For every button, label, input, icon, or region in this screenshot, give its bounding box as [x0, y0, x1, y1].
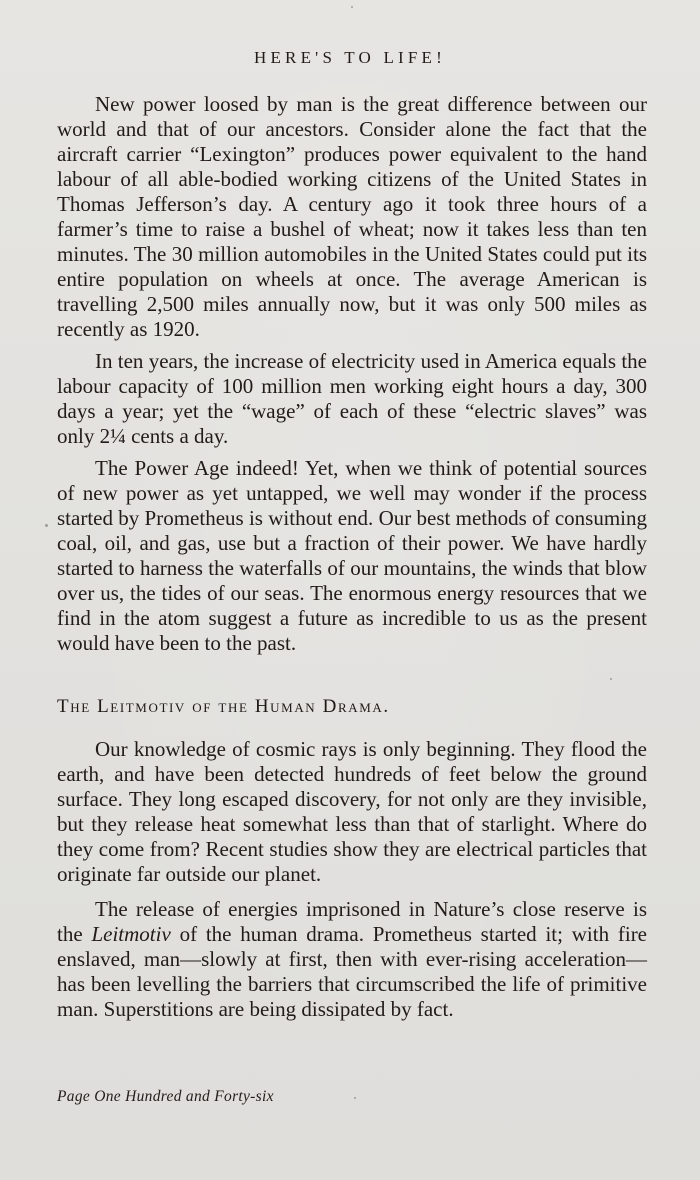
page-folio: Page One Hundred and Forty-six: [57, 1088, 274, 1105]
paragraph: New power loosed by man is the great difference between our world and that of our ancestors. Consider alone the fact that the aircraft carrier “Lexington” produces power equivalent to the hand labour of all able-bodied working citizens of the United States in Thomas Jefferson’s day. A century ago it took three hours of a farmer’s time to raise a bushel of wheat; now it takes less than ten minutes. The 30 million automobiles in the United States could put its entire population on wheels at once. The average American is travelling 2,500 miles annually now, but it was only 500 miles as recently as 1920.: [57, 92, 647, 341]
paper-speck: [610, 678, 612, 680]
paragraph: In ten years, the increase of electricity used in America equals the labour capacity of 100 million men working eight hours a day, 300 days a year; yet the “wage” of each of these “electric slaves” was only 2¼ cents a day.: [57, 349, 647, 448]
paragraph-gap: [57, 887, 647, 897]
running-head: HERE'S TO LIFE!: [254, 48, 446, 67]
paragraph-gap: [57, 449, 647, 456]
paragraph-text-after: of the human drama. Prometheus started it; with fire enslaved, man—slowly at first, then with ever-rising acceleration—has been levelling the barriers that circumscribed the life of primitive man. Superstitions are being dissipated by fact.: [57, 922, 648, 1021]
paper-speck: [354, 1097, 356, 1099]
paragraph-text-before: The release of energies imprisoned in Nature’s close reserve is the: [57, 897, 647, 946]
section-heading: The Leitmotiv of the Human Drama.: [57, 696, 390, 717]
body-text: [57, 92, 647, 1022]
paragraph: Our knowledge of cosmic rays is only beginning. They flood the earth, and have been detected hundreds of feet below the ground surface. They long escaped discovery, for not only are they invisible, but they release heat somewhat less than that of starlight. Where do they come from? Recent studies show they are electrical particles that originate far outside our planet.: [57, 737, 647, 886]
leitmotiv-italic: Leitmotiv: [91, 922, 171, 946]
paper-speck: [45, 524, 48, 527]
paragraph: The Power Age indeed! Yet, when we think of potential sources of new power as yet untapped, we well may wonder if the process started by Prometheus is without end. Our best methods of consuming coal, oil, and gas, use but a fraction of their power. We have hardly started to harness the waterfalls of our mountains, the winds that blow over us, the tides of our seas. The enormous energy resources that we find in the atom suggest a future as incredible to us as the present would have been to the past.: [57, 456, 647, 655]
paragraph-leitmotiv: [57, 897, 647, 1022]
paper-speck: [351, 6, 353, 8]
paragraph-gap: [57, 342, 647, 349]
